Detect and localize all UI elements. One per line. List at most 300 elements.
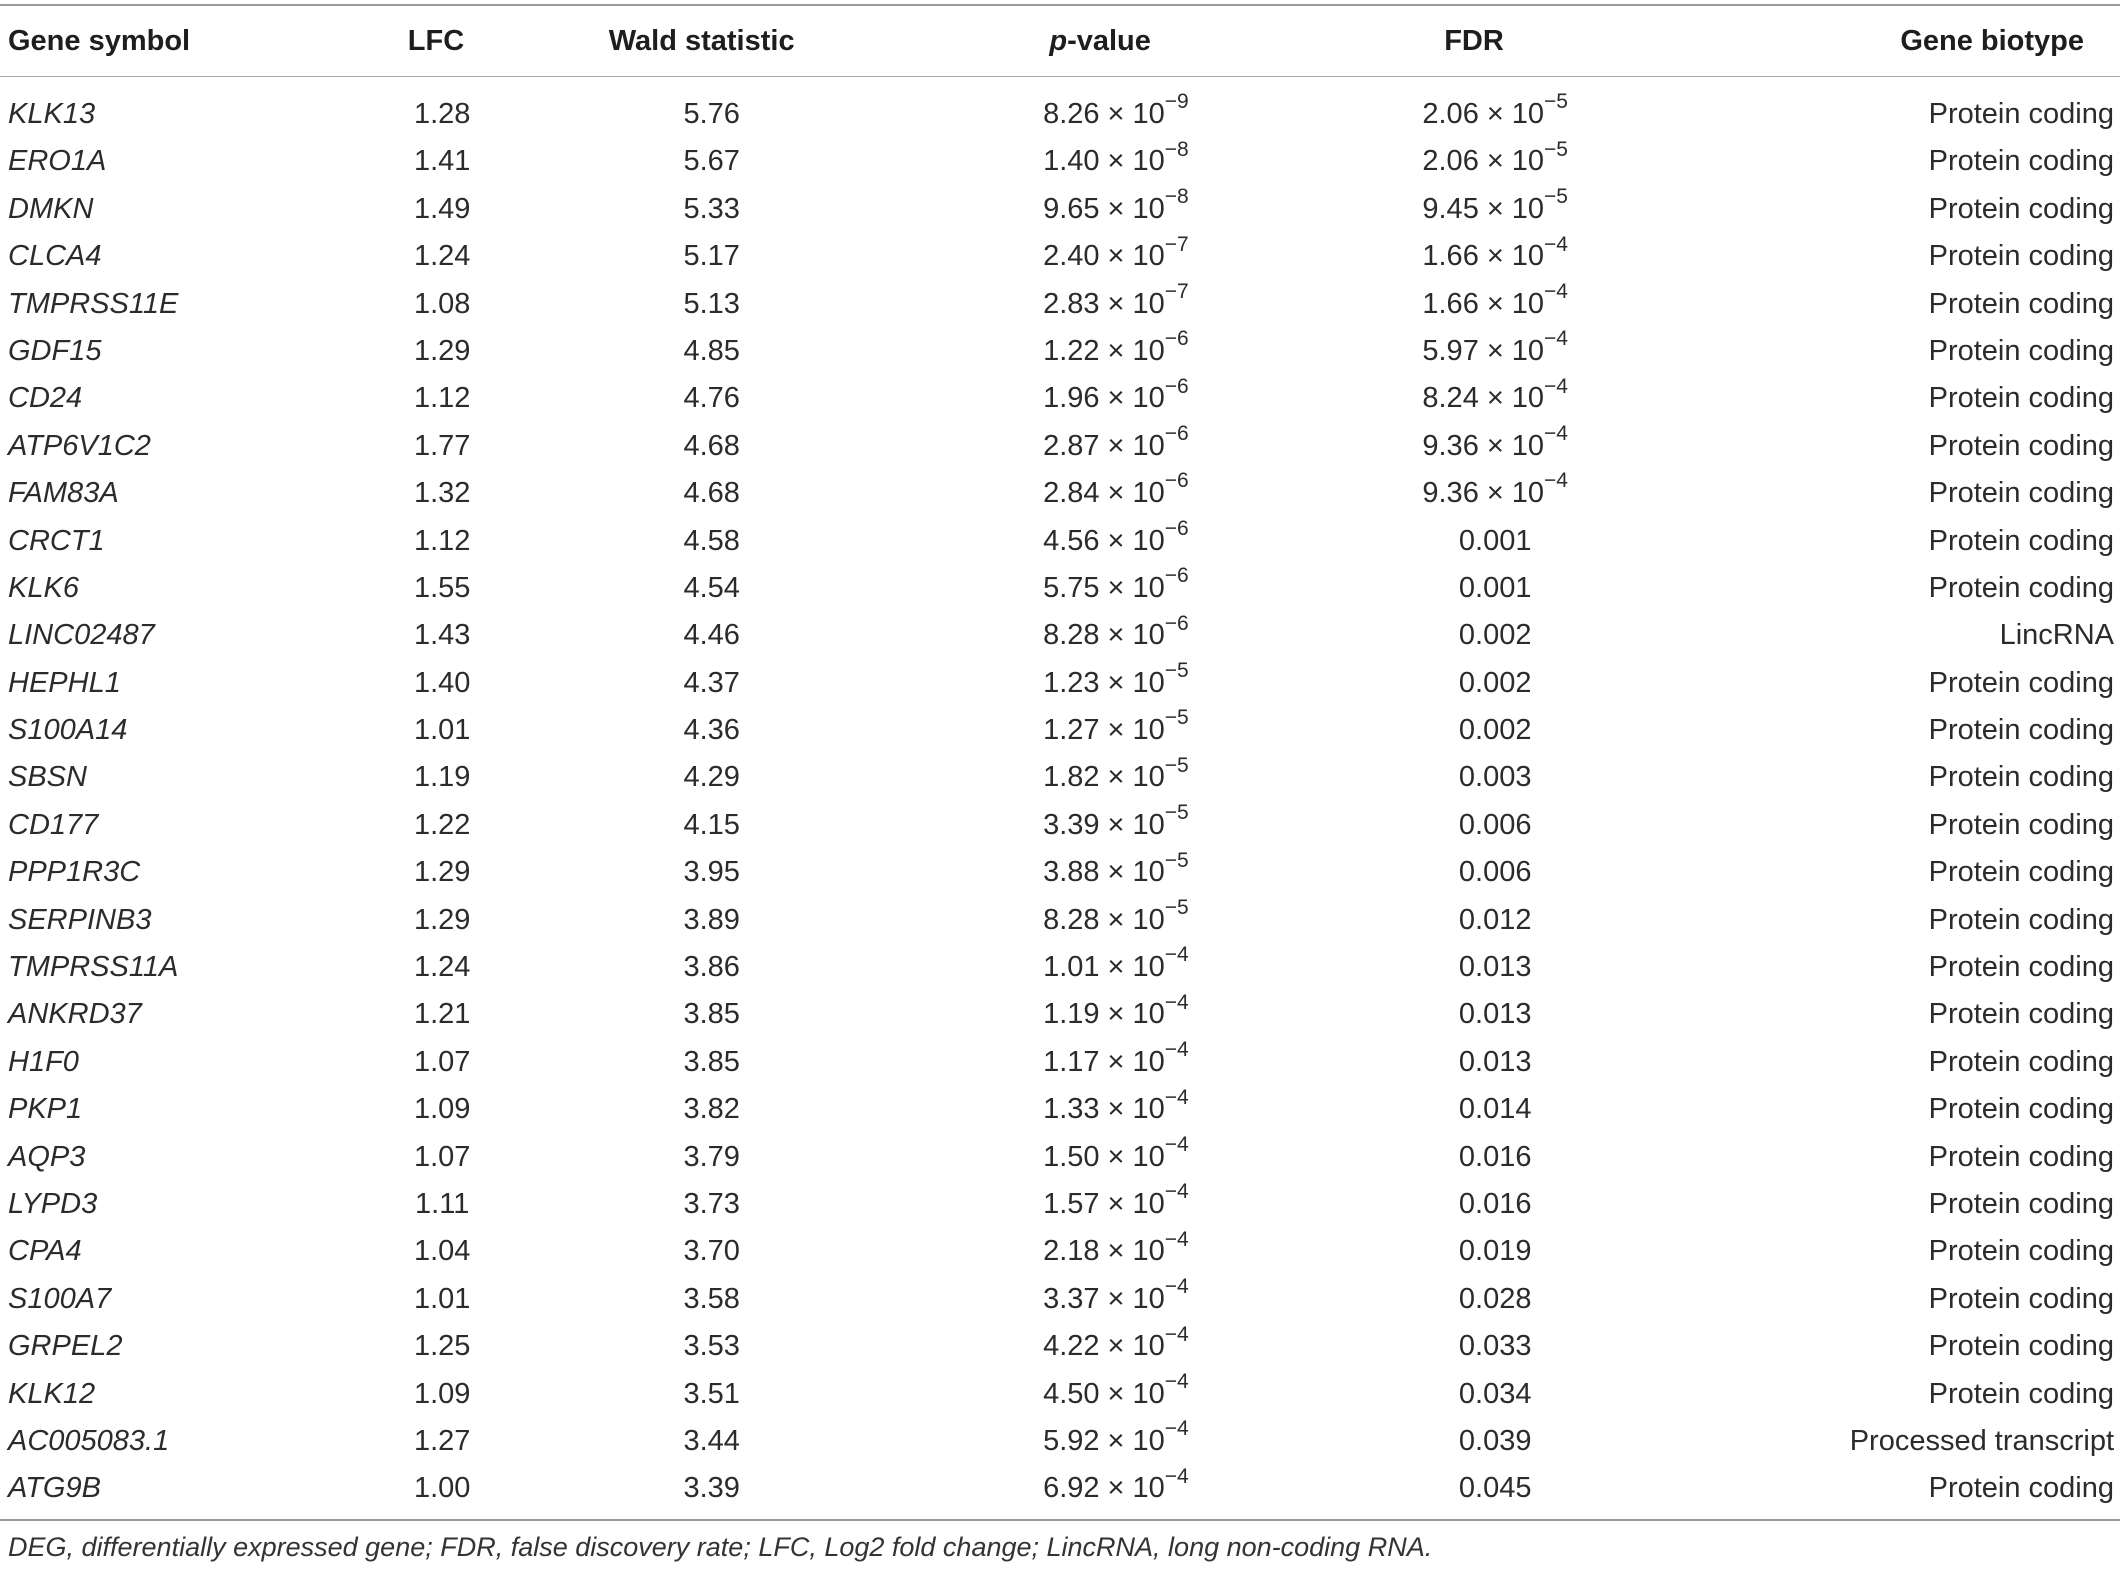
- pvalue-exponent: −5: [1164, 848, 1189, 872]
- fdr-cell: [1306, 660, 1685, 707]
- pvalue-base: 10: [1132, 1187, 1165, 1220]
- fdr-cell: [1306, 518, 1685, 565]
- times-sign: ×: [1107, 524, 1125, 557]
- table-row: [0, 1323, 2120, 1370]
- pvalue-base: 10: [1132, 808, 1165, 841]
- biotype-cell: Protein coding: [1928, 145, 2115, 178]
- fdr-cell: [1306, 91, 1685, 138]
- pvalue-cell: [926, 1228, 1305, 1275]
- lfc-cell: 1.07: [413, 1045, 471, 1078]
- times-sign: ×: [1107, 1140, 1125, 1173]
- fdr-cell: [1306, 328, 1685, 375]
- header-lfc: LFC: [407, 25, 465, 57]
- gene-symbol: S100A14: [8, 714, 128, 747]
- lfc-cell: 1.04: [413, 1235, 471, 1268]
- wald-cell: 3.70: [683, 1235, 740, 1268]
- fdr-value: 0.013: [1458, 1045, 1532, 1078]
- gene-symbol-cell: [0, 1134, 387, 1181]
- times-sign: ×: [1486, 240, 1504, 273]
- times-sign: ×: [1107, 1472, 1125, 1505]
- lfc-cell: 1.29: [413, 856, 471, 889]
- pvalue-mantissa: 1.01: [1043, 951, 1100, 984]
- gene-symbol-cell: [0, 1228, 387, 1275]
- lfc-cell: 1.00: [413, 1472, 471, 1505]
- times-sign: ×: [1486, 429, 1504, 462]
- pvalue-mantissa: 5.75: [1043, 571, 1100, 604]
- biotype-cell: Protein coding: [1928, 382, 2115, 415]
- pvalue-mantissa: 2.84: [1043, 477, 1100, 510]
- biotype-cell: LincRNA: [1999, 619, 2115, 652]
- wald-cell: 5.13: [683, 287, 740, 320]
- times-sign: ×: [1107, 951, 1125, 984]
- times-sign: ×: [1107, 287, 1125, 320]
- times-sign: ×: [1107, 477, 1125, 510]
- header-wald: Wald statistic: [608, 25, 795, 57]
- times-sign: ×: [1107, 761, 1125, 794]
- deg-table: [0, 4, 2120, 1521]
- lfc-cell: 1.12: [413, 524, 471, 557]
- fdr-mantissa: 5.97: [1422, 334, 1479, 367]
- fdr-value: 0.002: [1458, 714, 1532, 747]
- gene-symbol-cell: [0, 754, 387, 801]
- pvalue-exponent: −4: [1164, 1369, 1189, 1393]
- fdr-cell: [1306, 897, 1685, 944]
- fdr-base: 10: [1511, 98, 1545, 130]
- wald-cell: 3.58: [683, 1282, 740, 1315]
- fdr-value: 0.001: [1458, 571, 1532, 604]
- table-row: [0, 944, 2120, 991]
- pvalue-base: 10: [1132, 998, 1165, 1031]
- gene-symbol: LINC02487: [8, 619, 155, 652]
- times-sign: ×: [1486, 287, 1504, 320]
- pvalue-mantissa: 8.28: [1043, 619, 1100, 652]
- pvalue-exponent: −7: [1164, 232, 1189, 256]
- pvalue-exponent: −5: [1164, 895, 1189, 919]
- gene-symbol: SBSN: [8, 761, 87, 794]
- fdr-mantissa: 2.06: [1422, 98, 1479, 130]
- gene-symbol: CRCT1: [8, 524, 105, 557]
- pvalue-base: 10: [1132, 192, 1165, 225]
- times-sign: ×: [1107, 334, 1125, 367]
- fdr-value: 0.016: [1458, 1187, 1532, 1220]
- pvalue-cell: [926, 1276, 1305, 1323]
- gene-symbol-cell: [0, 1276, 387, 1323]
- table-row: [0, 1134, 2120, 1181]
- table-row: [0, 1276, 2120, 1323]
- fdr-exponent: −4: [1544, 422, 1568, 446]
- pvalue-cell: [926, 660, 1305, 707]
- fdr-mantissa: 9.36: [1422, 477, 1479, 510]
- pvalue-mantissa: 2.83: [1043, 287, 1100, 320]
- gene-symbol: S100A7: [8, 1282, 112, 1315]
- fdr-base: 10: [1511, 287, 1545, 320]
- times-sign: ×: [1486, 477, 1504, 510]
- gene-symbol: CD177: [8, 808, 99, 841]
- pvalue-exponent: −4: [1164, 1322, 1189, 1346]
- fdr-cell: [1306, 233, 1685, 280]
- pvalue-cell: [926, 991, 1305, 1038]
- lfc-cell: 1.32: [413, 477, 471, 510]
- fdr-base: 10: [1511, 334, 1545, 367]
- fdr-value: 0.006: [1458, 808, 1532, 841]
- fdr-exponent: −4: [1544, 232, 1568, 256]
- gene-symbol-cell: [0, 470, 387, 517]
- times-sign: ×: [1486, 98, 1504, 130]
- fdr-cell: [1306, 612, 1685, 659]
- wald-cell: 3.89: [683, 903, 740, 936]
- times-sign: ×: [1107, 1187, 1125, 1220]
- pvalue-exponent: −8: [1164, 185, 1189, 209]
- pvalue-exponent: −4: [1164, 1464, 1189, 1488]
- table-footnote: DEG, differentially expressed gene; FDR, false discovery rate; LFC, Log2 fold change; LincRNA, long non-coding RNA.: [8, 1532, 1433, 1562]
- pvalue-exponent: −6: [1164, 564, 1189, 588]
- pvalue-cell: [926, 1134, 1305, 1181]
- lfc-cell: 1.21: [413, 998, 471, 1031]
- lfc-cell: 1.07: [413, 1140, 471, 1173]
- pvalue-base: 10: [1132, 334, 1165, 367]
- fdr-cell: [1306, 754, 1685, 801]
- biotype-cell: Protein coding: [1928, 1235, 2115, 1268]
- pvalue-mantissa: 1.82: [1043, 761, 1100, 794]
- table-row: [0, 897, 2120, 944]
- pvalue-cell: [926, 754, 1305, 801]
- pvalue-cell: [926, 470, 1305, 517]
- fdr-cell: [1306, 1134, 1685, 1181]
- pvalue-cell: [926, 897, 1305, 944]
- pvalue-mantissa: 1.50: [1043, 1140, 1100, 1173]
- gene-symbol: ATP6V1C2: [8, 429, 151, 462]
- pvalue-cell: [926, 91, 1305, 138]
- pvalue-exponent: −4: [1164, 1180, 1189, 1204]
- wald-cell: 5.17: [683, 240, 740, 273]
- gene-symbol-cell: [0, 1418, 387, 1465]
- wald-cell: 4.37: [683, 666, 740, 699]
- fdr-value: 0.006: [1458, 856, 1532, 889]
- lfc-cell: 1.24: [413, 951, 471, 984]
- times-sign: ×: [1107, 1045, 1125, 1078]
- fdr-value: 0.013: [1458, 951, 1532, 984]
- times-sign: ×: [1107, 192, 1125, 225]
- pvalue-mantissa: 8.28: [1043, 903, 1100, 936]
- pvalue-base: 10: [1132, 951, 1165, 984]
- times-sign: ×: [1107, 145, 1125, 178]
- fdr-cell: [1306, 281, 1685, 328]
- table-row: [0, 423, 2120, 470]
- pvalue-exponent: −5: [1164, 659, 1189, 683]
- pvalue-exponent: −4: [1164, 1227, 1189, 1251]
- pvalue-cell: [926, 1086, 1305, 1133]
- pvalue-base: 10: [1132, 429, 1165, 462]
- times-sign: ×: [1107, 808, 1125, 841]
- fdr-mantissa: 8.24: [1422, 382, 1479, 415]
- pvalue-cell: [926, 944, 1305, 991]
- fdr-base: 10: [1511, 382, 1545, 415]
- lfc-cell: 1.40: [413, 666, 471, 699]
- pvalue-exponent: −4: [1164, 1417, 1189, 1441]
- fdr-cell: [1306, 1371, 1685, 1418]
- fdr-value: 0.002: [1458, 666, 1532, 699]
- gene-symbol: ATG9B: [8, 1472, 101, 1505]
- fdr-cell: [1306, 1276, 1685, 1323]
- fdr-mantissa: 1.66: [1422, 240, 1479, 273]
- table-row: [0, 91, 2120, 138]
- pvalue-base: 10: [1132, 524, 1165, 557]
- pvalue-cell: [926, 1418, 1305, 1465]
- fdr-mantissa: 9.36: [1422, 429, 1479, 462]
- pvalue-cell: [926, 1181, 1305, 1228]
- gene-symbol-cell: [0, 660, 387, 707]
- pvalue-base: 10: [1132, 1235, 1165, 1268]
- wald-cell: 3.85: [683, 1045, 740, 1078]
- fdr-exponent: −4: [1544, 327, 1568, 351]
- header-pvalue-rest: -value: [1067, 25, 1151, 57]
- table-row: [0, 518, 2120, 565]
- pvalue-exponent: −6: [1164, 422, 1189, 446]
- pvalue-cell: [926, 375, 1305, 422]
- pvalue-mantissa: 4.56: [1043, 524, 1100, 557]
- wald-cell: 4.46: [683, 619, 740, 652]
- table-row: [0, 707, 2120, 754]
- pvalue-mantissa: 3.37: [1043, 1282, 1100, 1315]
- gene-symbol-cell: [0, 612, 387, 659]
- biotype-cell: Protein coding: [1928, 334, 2115, 367]
- pvalue-mantissa: 2.40: [1043, 240, 1100, 273]
- pvalue-base: 10: [1132, 571, 1165, 604]
- header-gene-symbol: Gene symbol: [8, 25, 191, 57]
- pvalue-mantissa: 1.23: [1043, 666, 1100, 699]
- gene-symbol: KLK13: [8, 98, 96, 130]
- lfc-cell: 1.28: [413, 98, 471, 130]
- fdr-value: 0.033: [1458, 1330, 1532, 1363]
- pvalue-base: 10: [1132, 761, 1165, 794]
- wald-cell: 4.54: [683, 571, 740, 604]
- fdr-cell: [1306, 849, 1685, 896]
- fdr-cell: [1306, 707, 1685, 754]
- pvalue-base: 10: [1132, 477, 1165, 510]
- table-row: [0, 138, 2120, 185]
- gene-symbol: CLCA4: [8, 240, 102, 273]
- pvalue-cell: [926, 612, 1305, 659]
- wald-cell: 3.44: [683, 1424, 740, 1457]
- biotype-cell: Protein coding: [1928, 287, 2115, 320]
- pvalue-exponent: −8: [1164, 137, 1189, 161]
- gene-symbol: SERPINB3: [8, 903, 152, 936]
- fdr-mantissa: 1.66: [1422, 287, 1479, 320]
- times-sign: ×: [1486, 192, 1504, 225]
- times-sign: ×: [1107, 571, 1125, 604]
- gene-symbol: LYPD3: [8, 1187, 98, 1220]
- fdr-cell: [1306, 423, 1685, 470]
- pvalue-exponent: −6: [1164, 327, 1189, 351]
- table-row: [0, 991, 2120, 1038]
- gene-symbol-cell: [0, 91, 387, 138]
- table-row: [0, 849, 2120, 896]
- times-sign: ×: [1107, 1424, 1125, 1457]
- pvalue-mantissa: 1.57: [1043, 1187, 1100, 1220]
- gene-symbol-cell: [0, 518, 387, 565]
- gene-symbol: H1F0: [8, 1045, 79, 1078]
- pvalue-cell: [926, 186, 1305, 233]
- pvalue-mantissa: 1.22: [1043, 334, 1100, 367]
- gene-symbol: CPA4: [8, 1235, 82, 1268]
- biotype-cell: Protein coding: [1928, 1377, 2115, 1410]
- biotype-cell: Protein coding: [1928, 714, 2115, 747]
- pvalue-base: 10: [1132, 145, 1165, 178]
- table-row: [0, 1086, 2120, 1133]
- bottom-rule: [0, 1519, 2120, 1521]
- wald-cell: 4.85: [683, 334, 740, 367]
- wald-cell: 3.85: [683, 998, 740, 1031]
- pvalue-cell: [926, 138, 1305, 185]
- biotype-cell: Protein coding: [1928, 761, 2115, 794]
- gene-symbol: KLK12: [8, 1377, 96, 1410]
- fdr-cell: [1306, 138, 1685, 185]
- gene-symbol-cell: [0, 375, 387, 422]
- times-sign: ×: [1486, 145, 1504, 178]
- table-row: [0, 660, 2120, 707]
- pvalue-base: 10: [1132, 856, 1165, 889]
- gene-symbol-cell: [0, 944, 387, 991]
- gene-symbol: FAM83A: [8, 477, 119, 510]
- times-sign: ×: [1107, 1093, 1125, 1126]
- fdr-cell: [1306, 1465, 1685, 1512]
- pvalue-exponent: −6: [1164, 374, 1189, 398]
- gene-symbol-cell: [0, 233, 387, 280]
- pvalue-mantissa: 8.26: [1043, 98, 1100, 130]
- pvalue-base: 10: [1132, 98, 1165, 130]
- fdr-cell: [1306, 565, 1685, 612]
- table-row: [0, 1228, 2120, 1275]
- pvalue-exponent: −4: [1164, 1275, 1189, 1299]
- pvalue-base: 10: [1132, 1093, 1165, 1126]
- table-row: [0, 375, 2120, 422]
- pvalue-base: 10: [1132, 1472, 1165, 1505]
- fdr-cell: [1306, 1086, 1685, 1133]
- fdr-base: 10: [1511, 429, 1545, 462]
- pvalue-base: 10: [1132, 1140, 1165, 1173]
- table-row: [0, 1371, 2120, 1418]
- wald-cell: 3.51: [683, 1377, 740, 1410]
- times-sign: ×: [1107, 714, 1125, 747]
- biotype-cell: Protein coding: [1928, 808, 2115, 841]
- lfc-cell: 1.08: [413, 287, 471, 320]
- pvalue-mantissa: 1.27: [1043, 714, 1100, 747]
- lfc-cell: 1.27: [413, 1424, 471, 1457]
- biotype-cell: Protein coding: [1928, 192, 2115, 225]
- fdr-cell: [1306, 1181, 1685, 1228]
- gene-symbol-cell: [0, 849, 387, 896]
- pvalue-exponent: −7: [1164, 279, 1189, 303]
- gene-symbol-cell: [0, 1181, 387, 1228]
- lfc-cell: 1.55: [413, 571, 471, 604]
- biotype-cell: Protein coding: [1928, 429, 2115, 462]
- lfc-cell: 1.49: [413, 192, 471, 225]
- wald-cell: 5.76: [683, 98, 740, 130]
- fdr-exponent: −5: [1544, 90, 1568, 114]
- gene-symbol: PPP1R3C: [8, 856, 141, 889]
- fdr-mantissa: 9.45: [1422, 192, 1479, 225]
- fdr-value: 0.028: [1458, 1282, 1532, 1315]
- wald-cell: 3.95: [683, 856, 740, 889]
- lfc-cell: 1.77: [413, 429, 471, 462]
- header-row: [0, 6, 2120, 76]
- fdr-cell: [1306, 802, 1685, 849]
- pvalue-exponent: −6: [1164, 611, 1189, 635]
- pvalue-exponent: −6: [1164, 469, 1189, 493]
- gene-symbol: GDF15: [8, 334, 102, 367]
- gene-symbol: AC005083.1: [8, 1424, 170, 1457]
- gene-symbol-cell: [0, 707, 387, 754]
- times-sign: ×: [1107, 619, 1125, 652]
- biotype-cell: Protein coding: [1928, 1140, 2115, 1173]
- biotype-cell: Protein coding: [1928, 998, 2115, 1031]
- fdr-value: 0.012: [1458, 903, 1532, 936]
- table-row: [0, 1418, 2120, 1465]
- times-sign: ×: [1107, 1235, 1125, 1268]
- table-row: [0, 754, 2120, 801]
- pvalue-mantissa: 3.88: [1043, 856, 1100, 889]
- times-sign: ×: [1107, 240, 1125, 273]
- table-row: [0, 233, 2120, 280]
- lfc-cell: 1.11: [415, 1187, 470, 1220]
- pvalue-base: 10: [1132, 1045, 1165, 1078]
- fdr-base: 10: [1511, 240, 1545, 273]
- biotype-cell: Protein coding: [1928, 1330, 2115, 1363]
- lfc-cell: 1.43: [413, 619, 471, 652]
- biotype-cell: Protein coding: [1928, 951, 2115, 984]
- pvalue-mantissa: 1.17: [1043, 1045, 1100, 1078]
- fdr-cell: [1306, 470, 1685, 517]
- fdr-value: 0.045: [1458, 1472, 1532, 1505]
- header-biotype: Gene biotype: [1900, 25, 2085, 57]
- pvalue-exponent: −5: [1164, 801, 1189, 825]
- biotype-cell: Protein coding: [1928, 571, 2115, 604]
- lfc-cell: 1.24: [413, 240, 471, 273]
- gene-symbol: CD24: [8, 382, 83, 415]
- wald-cell: 4.36: [683, 714, 740, 747]
- fdr-exponent: −5: [1544, 137, 1568, 161]
- fdr-value: 0.016: [1458, 1140, 1532, 1173]
- gene-symbol: HEPHL1: [8, 666, 121, 699]
- lfc-cell: 1.09: [413, 1093, 471, 1126]
- pvalue-cell: [926, 707, 1305, 754]
- times-sign: ×: [1486, 382, 1504, 415]
- gene-symbol-cell: [0, 281, 387, 328]
- fdr-base: 10: [1511, 477, 1545, 510]
- table-row: [0, 328, 2120, 375]
- header-pvalue-p: p: [1049, 25, 1068, 57]
- header-fdr: FDR: [1444, 25, 1504, 57]
- gene-symbol-cell: [0, 1465, 387, 1512]
- pvalue-mantissa: 1.96: [1043, 382, 1100, 415]
- times-sign: ×: [1107, 1282, 1125, 1315]
- wald-cell: 3.73: [683, 1187, 740, 1220]
- pvalue-cell: [926, 1371, 1305, 1418]
- fdr-cell: [1306, 186, 1685, 233]
- fdr-cell: [1306, 1418, 1685, 1465]
- table-row: [0, 565, 2120, 612]
- biotype-cell: Protein coding: [1928, 1187, 2115, 1220]
- lfc-cell: 1.29: [413, 334, 471, 367]
- times-sign: ×: [1486, 334, 1504, 367]
- pvalue-mantissa: 6.92: [1043, 1472, 1100, 1505]
- gene-symbol: TMPRSS11A: [8, 951, 179, 984]
- pvalue-cell: [926, 518, 1305, 565]
- gene-symbol-cell: [0, 138, 387, 185]
- biotype-cell: Protein coding: [1928, 98, 2115, 130]
- gene-symbol-cell: [0, 1323, 387, 1370]
- biotype-cell: Protein coding: [1928, 1472, 2115, 1505]
